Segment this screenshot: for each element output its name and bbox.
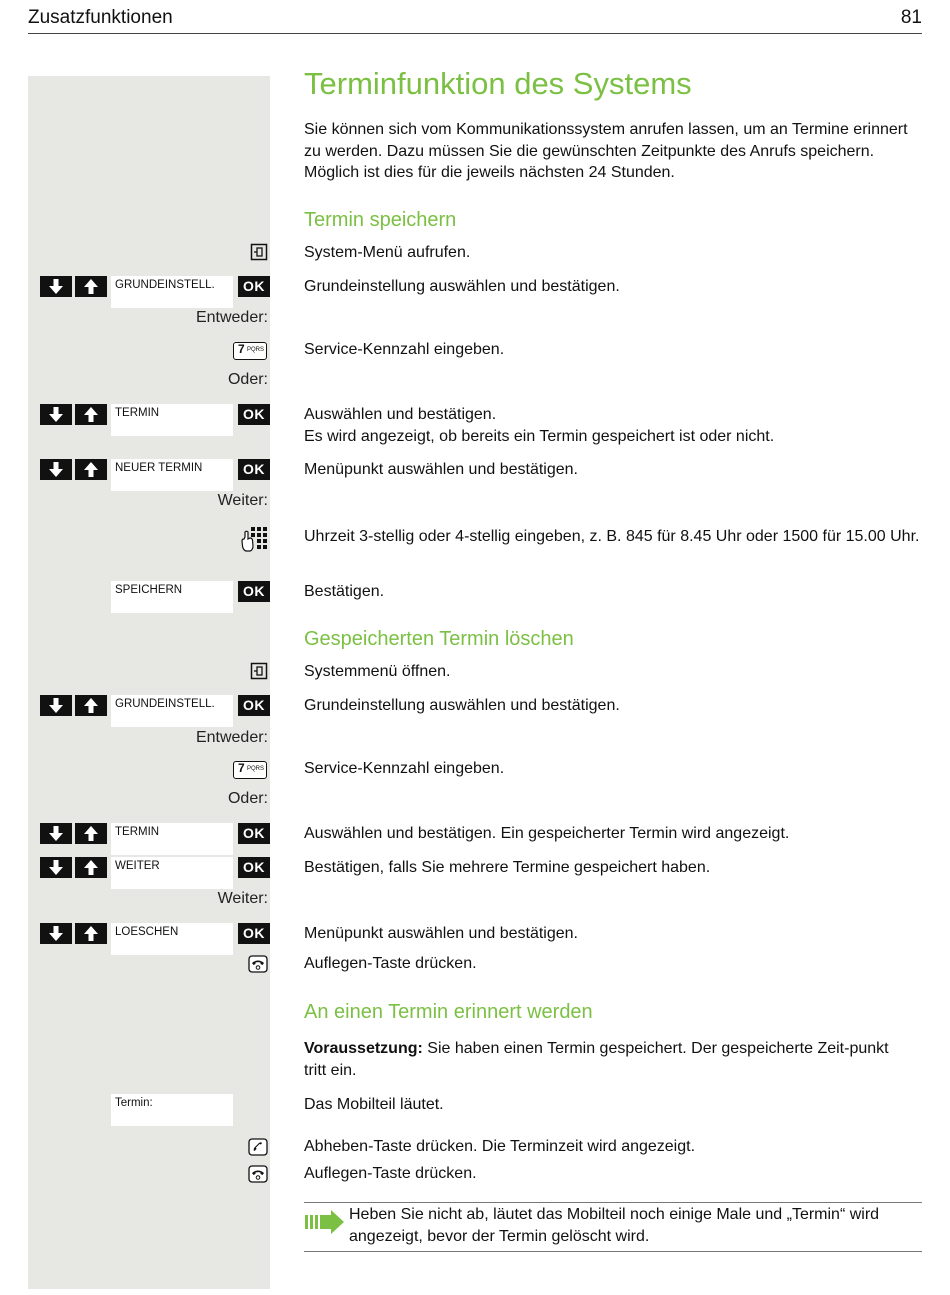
key-7-icon: 7 PQRS: [233, 342, 267, 360]
display-field: GRUNDEINSTELL.: [111, 276, 233, 308]
display-field: TERMIN: [111, 404, 233, 436]
display-field: WEITER: [111, 857, 233, 889]
running-header-title: Zusatzfunktionen: [28, 7, 173, 28]
step-text: Service-Kennzahl eingeben.: [304, 341, 505, 358]
step-text: System-Menü aufrufen.: [304, 244, 471, 261]
hangup-key-icon: [248, 1165, 268, 1183]
arrow-down-icon: [40, 857, 72, 878]
ok-button[interactable]: OK: [238, 459, 270, 480]
step-text: Das Mobilteil läutet.: [304, 1096, 444, 1113]
step-text: Menüpunkt auswählen und bestätigen.: [304, 925, 578, 942]
arrow-up-icon: [75, 857, 107, 878]
display-field: NEUER TERMIN: [111, 459, 233, 491]
page-title: Terminfunktion des Systems: [304, 66, 692, 101]
arrow-up-button[interactable]: [75, 459, 107, 480]
note-text: Heben Sie nicht ab, läutet das Mobilteil noch einige Male und „Termin“ wird angezeigt, bevor der Termin gelöscht wird.: [349, 1206, 880, 1245]
system-menu-icon: [250, 662, 268, 680]
step-text: Bestätigen, falls Sie mehrere Termine gespeichert haben.: [304, 859, 711, 876]
ok-button[interactable]: OK: [238, 923, 270, 944]
arrow-up-icon: [75, 459, 107, 480]
section-heading-erinnert-werden: An einen Termin erinnert werden: [304, 1001, 593, 1023]
step-text: Abheben-Taste drücken. Die Terminzeit wird angezeigt.: [304, 1138, 696, 1155]
arrow-up-icon: [75, 276, 107, 297]
arrow-down-icon: [40, 404, 72, 425]
arrow-down-button[interactable]: [40, 459, 72, 480]
display-field: Termin:: [111, 1094, 233, 1126]
hangup-key-icon: [248, 955, 268, 973]
page-number: 81: [900, 7, 922, 28]
label-entweder: Entweder:: [195, 309, 268, 326]
arrow-down-button[interactable]: [40, 857, 72, 878]
arrow-down-icon: [40, 923, 72, 944]
display-field: GRUNDEINSTELL.: [111, 695, 233, 727]
step-text: Uhrzeit 3-stellig oder 4-stellig eingeben, z. B. 845 für 8.45 Uhr oder 1500 für 15.00 Uhr.: [304, 528, 920, 545]
ok-button[interactable]: OK: [238, 857, 270, 878]
step-text: Auflegen-Taste drücken.: [304, 955, 477, 972]
label-oder: Oder:: [227, 371, 268, 388]
pickup-key-icon: [248, 1138, 268, 1156]
step-text: Service-Kennzahl eingeben.: [304, 760, 505, 777]
step-text: Auswählen und bestätigen.: [304, 406, 497, 423]
note-rule-top: [304, 1202, 922, 1203]
arrow-up-button[interactable]: [75, 823, 107, 844]
display-field: TERMIN: [111, 823, 233, 855]
ok-button[interactable]: OK: [238, 823, 270, 844]
step-text: Auflegen-Taste drücken.: [304, 1165, 477, 1182]
arrow-up-icon: [75, 823, 107, 844]
step-text: Menüpunkt auswählen und bestätigen.: [304, 461, 578, 478]
label-entweder: Entweder:: [195, 729, 268, 746]
note-rule-bottom: [304, 1251, 922, 1252]
header-rule: [28, 33, 922, 34]
arrow-up-button[interactable]: [75, 404, 107, 425]
arrow-down-button[interactable]: [40, 923, 72, 944]
label-weiter: Weiter:: [217, 890, 268, 907]
note-arrow-icon: [304, 1209, 346, 1235]
arrow-up-icon: [75, 404, 107, 425]
arrow-down-button[interactable]: [40, 276, 72, 297]
arrow-down-button[interactable]: [40, 404, 72, 425]
prerequisite-paragraph: Voraussetzung: Sie haben einen Termin gespeichert. Der gespeicherte Zeit-punkt tritt ein.: [304, 1040, 889, 1079]
step-text: Systemmenü öffnen.: [304, 663, 451, 680]
arrow-down-icon: [40, 695, 72, 716]
ok-button[interactable]: OK: [238, 581, 270, 602]
arrow-down-button[interactable]: [40, 823, 72, 844]
arrow-down-icon: [40, 276, 72, 297]
step-text: Grundeinstellung auswählen und bestätigen.: [304, 278, 620, 295]
arrow-up-button[interactable]: [75, 923, 107, 944]
arrow-up-icon: [75, 923, 107, 944]
system-menu-icon: [250, 243, 268, 261]
ok-button[interactable]: OK: [238, 695, 270, 716]
display-field: SPEICHERN: [111, 581, 233, 613]
keypad-icon: [241, 525, 268, 553]
intro-paragraph: Sie können sich vom Kommunikationssystem anrufen lassen, um an Termine erinnert zu werden. Dazu müssen Sie die gewünschten Zeitpunkte des Anrufs speichern. Möglich ist dies für die jeweils nächsten 24 Stunden.: [304, 121, 908, 181]
arrow-down-icon: [40, 823, 72, 844]
display-field: LOESCHEN: [111, 923, 233, 955]
ok-button[interactable]: OK: [238, 404, 270, 425]
section-heading-termin-loeschen: Gespeicherten Termin löschen: [304, 628, 574, 650]
ok-button[interactable]: OK: [238, 276, 270, 297]
label-weiter: Weiter:: [217, 492, 268, 509]
arrow-up-button[interactable]: [75, 276, 107, 297]
label-oder: Oder:: [227, 790, 268, 807]
key-7-icon: 7 PQRS: [233, 761, 267, 779]
arrow-up-button[interactable]: [75, 695, 107, 716]
arrow-down-icon: [40, 459, 72, 480]
step-text: Auswählen und bestätigen. Ein gespeicherter Termin wird angezeigt.: [304, 825, 790, 842]
arrow-up-button[interactable]: [75, 857, 107, 878]
step-text: Grundeinstellung auswählen und bestätigen.: [304, 697, 620, 714]
section-heading-termin-speichern: Termin speichern: [304, 209, 457, 231]
step-text: Bestätigen.: [304, 583, 385, 600]
step-text: Es wird angezeigt, ob bereits ein Termin gespeichert ist oder nicht.: [304, 428, 775, 445]
arrow-down-button[interactable]: [40, 695, 72, 716]
arrow-up-icon: [75, 695, 107, 716]
